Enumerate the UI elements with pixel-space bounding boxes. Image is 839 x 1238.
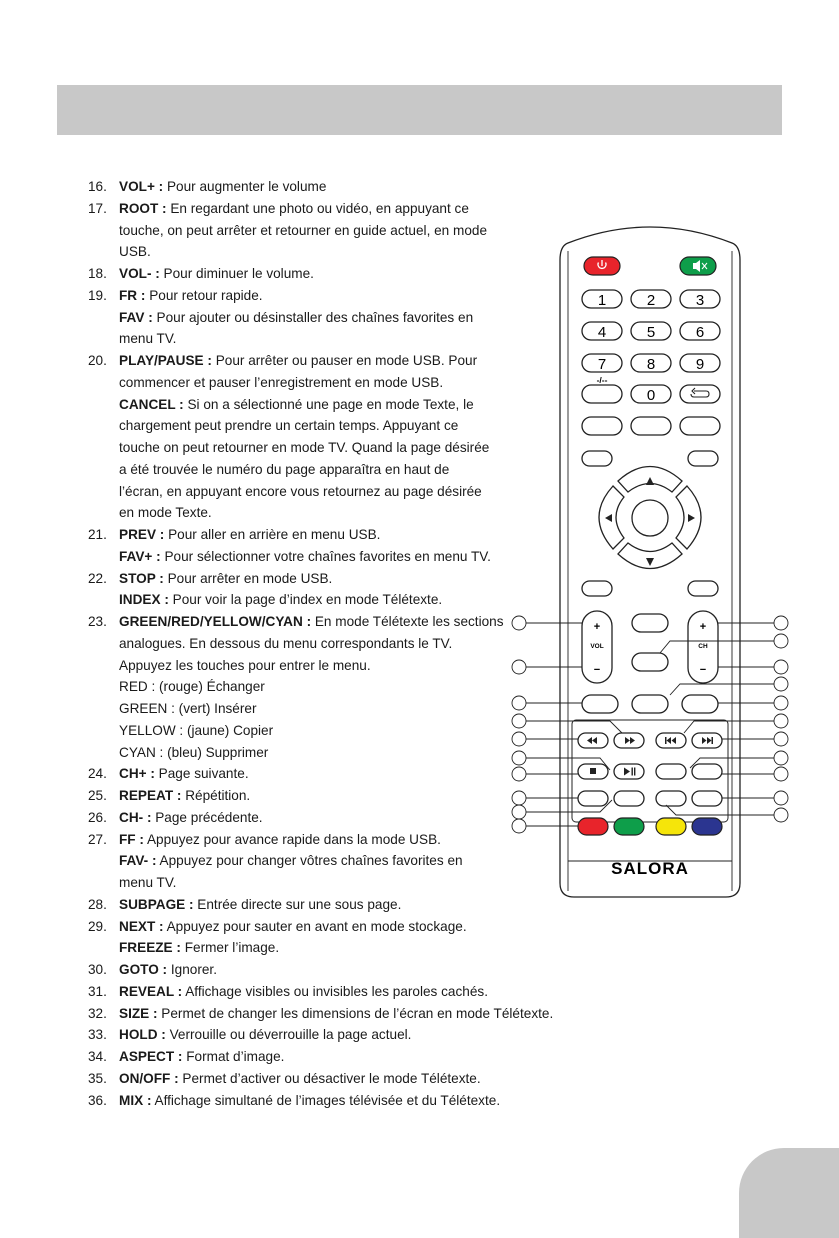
callout-circle — [774, 696, 788, 710]
digit-5-label: 5 — [646, 324, 656, 341]
function-button-right[interactable] — [682, 695, 718, 713]
item-text: Appuyez pour sauter en avant en mode stockage. — [163, 918, 467, 934]
callout-circle — [774, 660, 788, 674]
digit-1-label: 1 — [597, 292, 607, 309]
item-term: FREEZE : — [119, 940, 181, 956]
item-text: Page suivante. — [154, 766, 249, 782]
item-term: SIZE : — [119, 1005, 158, 1021]
item-text: Pour voir la page d’index en mode Télétexte. — [168, 592, 443, 608]
item-term: PREV : — [119, 527, 165, 542]
item-text: Répétition. — [181, 788, 251, 803]
item-line — [119, 176, 578, 198]
recall-button[interactable] — [680, 385, 720, 403]
page-number-tab — [739, 1148, 839, 1238]
callout-circle — [512, 732, 526, 746]
item-text: touche, on peut arrêter et retourner en guide actuel, en mode — [119, 222, 488, 238]
item-number: 19. — [88, 287, 107, 303]
green-button[interactable] — [614, 818, 644, 835]
instruction-item — [88, 176, 578, 198]
header-bar — [57, 85, 782, 135]
instruction-item — [88, 1046, 578, 1068]
blue-button[interactable] — [692, 818, 722, 835]
item-term: SUBPAGE : — [119, 896, 194, 912]
item-line — [119, 1068, 578, 1090]
media-blank-button-6[interactable] — [692, 791, 722, 806]
item-number: 24. — [88, 766, 107, 782]
callout-circle — [774, 791, 788, 805]
item-text: Pour arrêter en mode USB. — [163, 570, 333, 586]
stop-icon — [590, 768, 596, 774]
center-button-lower[interactable] — [632, 653, 668, 671]
digit-0-label: 0 — [646, 387, 656, 404]
item-text: Ignorer. — [167, 962, 217, 977]
callout-circle — [774, 634, 788, 648]
item-line — [119, 1090, 578, 1112]
center-button-upper[interactable] — [632, 614, 668, 632]
item-number: 21. — [88, 527, 107, 542]
item-number: 29. — [88, 918, 107, 934]
item-term: CANCEL : — [119, 396, 184, 412]
item-number: 16. — [88, 179, 107, 194]
item-number: 26. — [88, 809, 107, 825]
item-line — [119, 1003, 578, 1025]
callout-circle — [774, 751, 788, 765]
item-term: INDEX : — [119, 592, 169, 608]
callout-circle — [774, 616, 788, 630]
item-text: Fermer l’image. — [180, 940, 280, 956]
digit-6-label: 6 — [695, 324, 705, 341]
item-term: VOL- : — [119, 266, 160, 281]
item-term: REPEAT : — [119, 788, 182, 803]
item-term: MIX : — [119, 1092, 152, 1108]
item-text: Pour augmenter le volume — [163, 179, 327, 194]
remote-control-diagram — [500, 215, 800, 905]
item-term: HOLD : — [119, 1027, 166, 1043]
item-text: Appuyez les touches pour entrer le menu. — [119, 657, 371, 673]
item-number: 35. — [88, 1070, 107, 1086]
instruction-item — [88, 959, 578, 981]
small-button-lower-right[interactable] — [688, 581, 718, 596]
item-number: 34. — [88, 1049, 107, 1064]
item-text: touche on peut retourner en mode TV. Quand la page désirée — [119, 440, 490, 455]
item-term: FR : — [119, 287, 146, 303]
item-number: 31. — [88, 983, 107, 999]
item-text: Appuyez pour changer vôtres chaînes favorites en — [156, 853, 463, 869]
item-text: En mode Télétexte les sections — [311, 614, 504, 629]
item-text: analogues. En dessous du menu correspondants le TV. — [119, 635, 453, 651]
callout-circle — [512, 714, 526, 728]
item-number: 25. — [88, 788, 107, 803]
callout-circle — [512, 616, 526, 630]
item-number: 17. — [88, 200, 107, 216]
item-text: Format d’image. — [182, 1049, 285, 1064]
item-term: REVEAL : — [119, 983, 183, 999]
callout-circle — [512, 696, 526, 710]
item-text: a été trouvée le numéro du page apparaîtra en haut de — [119, 461, 450, 477]
yellow-button[interactable] — [656, 818, 686, 835]
callout-circle — [512, 791, 526, 805]
item-term: ASPECT : — [119, 1049, 183, 1064]
digit-keypad — [582, 290, 720, 373]
function-button-center[interactable] — [632, 695, 668, 713]
item-text: YELLOW : (jaune) Copier — [119, 722, 274, 738]
item-text: GREEN : (vert) Insérer — [119, 701, 257, 716]
media-blank-button-1[interactable] — [656, 764, 686, 779]
vol-label: VOL — [590, 643, 604, 650]
ch-label: CH — [698, 643, 708, 650]
digit-3-label: 3 — [695, 292, 705, 309]
brand-logo: SALORA — [611, 859, 689, 878]
item-text: Pour retour rapide. — [145, 287, 263, 303]
media-blank-button-5[interactable] — [656, 791, 686, 806]
blank-button-2[interactable] — [631, 417, 671, 435]
item-term: STOP : — [119, 570, 164, 586]
small-button-left[interactable] — [582, 451, 612, 466]
callout-circle — [512, 819, 526, 833]
item-number: 30. — [88, 962, 107, 977]
item-text: Entrée directe sur une sous page. — [193, 896, 402, 912]
item-line — [119, 959, 578, 981]
item-term: ON/OFF : — [119, 1070, 179, 1086]
vol-minus-label: − — [593, 664, 601, 676]
ch-plus-label: + — [699, 621, 707, 633]
item-number: 22. — [88, 570, 107, 586]
instruction-item — [88, 1090, 578, 1112]
instruction-item — [88, 1024, 578, 1046]
item-number: 18. — [88, 266, 107, 281]
function-button-left[interactable] — [582, 695, 618, 713]
item-number: 20. — [88, 353, 107, 368]
callout-circle — [774, 732, 788, 746]
item-number: 23. — [88, 614, 107, 629]
item-text: menu TV. — [119, 875, 177, 890]
item-text: Pour arrêter ou pauser en mode USB. Pour — [211, 353, 478, 368]
item-text: Page précédente. — [151, 809, 263, 825]
item-number: 36. — [88, 1092, 107, 1108]
digit-7-label: 7 — [597, 356, 607, 373]
media-blank-button-4[interactable] — [614, 791, 644, 806]
item-term: VOL+ : — [119, 179, 164, 194]
item-line — [119, 916, 578, 938]
item-text: l’écran, en appuyant encore vous retournez au page désirée — [119, 483, 482, 499]
instruction-item — [88, 1068, 578, 1090]
item-line — [119, 1024, 578, 1046]
item-term: FAV : — [119, 309, 153, 325]
item-text: Affichage simultané de l’images télévisée et du Télétexte. — [151, 1092, 501, 1108]
callout-circle — [774, 808, 788, 822]
item-text: Pour aller en arrière en menu USB. — [164, 527, 381, 542]
item-text: Pour sélectionner votre chaînes favorites en menu TV. — [160, 548, 491, 564]
nav-ok-button[interactable] — [632, 500, 668, 536]
dash-button[interactable] — [582, 385, 622, 403]
item-text: CYAN : (bleu) Supprimer — [119, 744, 269, 760]
item-text: Si on a sélectionné une page en mode Texte, le — [183, 396, 474, 412]
item-term: CH+ : — [119, 766, 155, 782]
item-term: CH- : — [119, 809, 152, 825]
instruction-item — [88, 981, 578, 1003]
callout-circle — [512, 660, 526, 674]
callout-circle — [512, 751, 526, 765]
ch-minus-label: − — [699, 664, 707, 676]
digit-9-label: 9 — [695, 356, 705, 373]
callout-circle — [774, 677, 788, 691]
item-text: commencer et pauser l’enregistrement en mode USB. — [119, 374, 444, 390]
item-term: ROOT : — [119, 200, 167, 216]
item-term: NEXT : — [119, 918, 164, 934]
digit-2-label: 2 — [646, 292, 656, 309]
vol-plus-label: + — [593, 621, 601, 633]
blank-button-3[interactable] — [680, 417, 720, 435]
item-term: GREEN/RED/YELLOW/CYAN : — [119, 614, 312, 629]
digit-8-label: 8 — [646, 356, 656, 373]
callout-circle — [512, 805, 526, 819]
item-number: 32. — [88, 1005, 107, 1021]
blank-button-1[interactable] — [582, 417, 622, 435]
dash-label: -/-- — [596, 375, 608, 385]
item-text: Pour diminuer le volume. — [159, 266, 314, 281]
item-text: Pour ajouter ou désinstaller des chaînes favorites en — [152, 309, 474, 325]
item-text: Permet d’activer ou désactiver le mode Télétexte. — [178, 1070, 481, 1086]
item-line — [119, 981, 578, 1003]
item-text: USB. — [119, 244, 151, 260]
instruction-item — [88, 1003, 578, 1025]
instruction-item — [88, 916, 578, 960]
item-text: Permet de changer les dimensions de l’écran en mode Télétexte. — [157, 1005, 554, 1021]
item-term: PLAY/PAUSE : — [119, 353, 212, 368]
item-line — [119, 1046, 578, 1068]
item-text: Appuyez pour avance rapide dans la mode USB. — [143, 831, 441, 847]
item-text: chargement peut prendre un certain temps. Appuyant ce — [119, 418, 459, 434]
item-term: FF : — [119, 831, 144, 847]
item-text: menu TV. — [119, 331, 177, 347]
item-line — [119, 937, 578, 959]
item-term: FAV- : — [119, 853, 157, 869]
item-term: FAV+ : — [119, 548, 161, 564]
item-text: RED : (rouge) Échanger — [119, 679, 265, 695]
digit-4-label: 4 — [597, 324, 607, 341]
small-button-right[interactable] — [688, 451, 718, 466]
callout-circle — [512, 767, 526, 781]
item-text: En regardant une photo ou vidéo, en appuyant ce — [166, 200, 469, 216]
item-text: Verrouille ou déverrouille la page actuel. — [165, 1027, 412, 1043]
item-term: GOTO : — [119, 962, 168, 977]
red-button[interactable] — [578, 818, 608, 835]
callout-circle — [774, 767, 788, 781]
item-text: en mode Texte. — [119, 505, 212, 521]
item-number: 33. — [88, 1027, 107, 1043]
callout-circle — [774, 714, 788, 728]
media-blank-button-3[interactable] — [578, 791, 608, 806]
small-button-lower-left[interactable] — [582, 581, 612, 596]
item-text: Affichage visibles ou invisibles les paroles cachés. — [182, 983, 488, 999]
item-number: 27. — [88, 831, 107, 847]
item-number: 28. — [88, 896, 107, 912]
media-blank-button-2[interactable] — [692, 764, 722, 779]
